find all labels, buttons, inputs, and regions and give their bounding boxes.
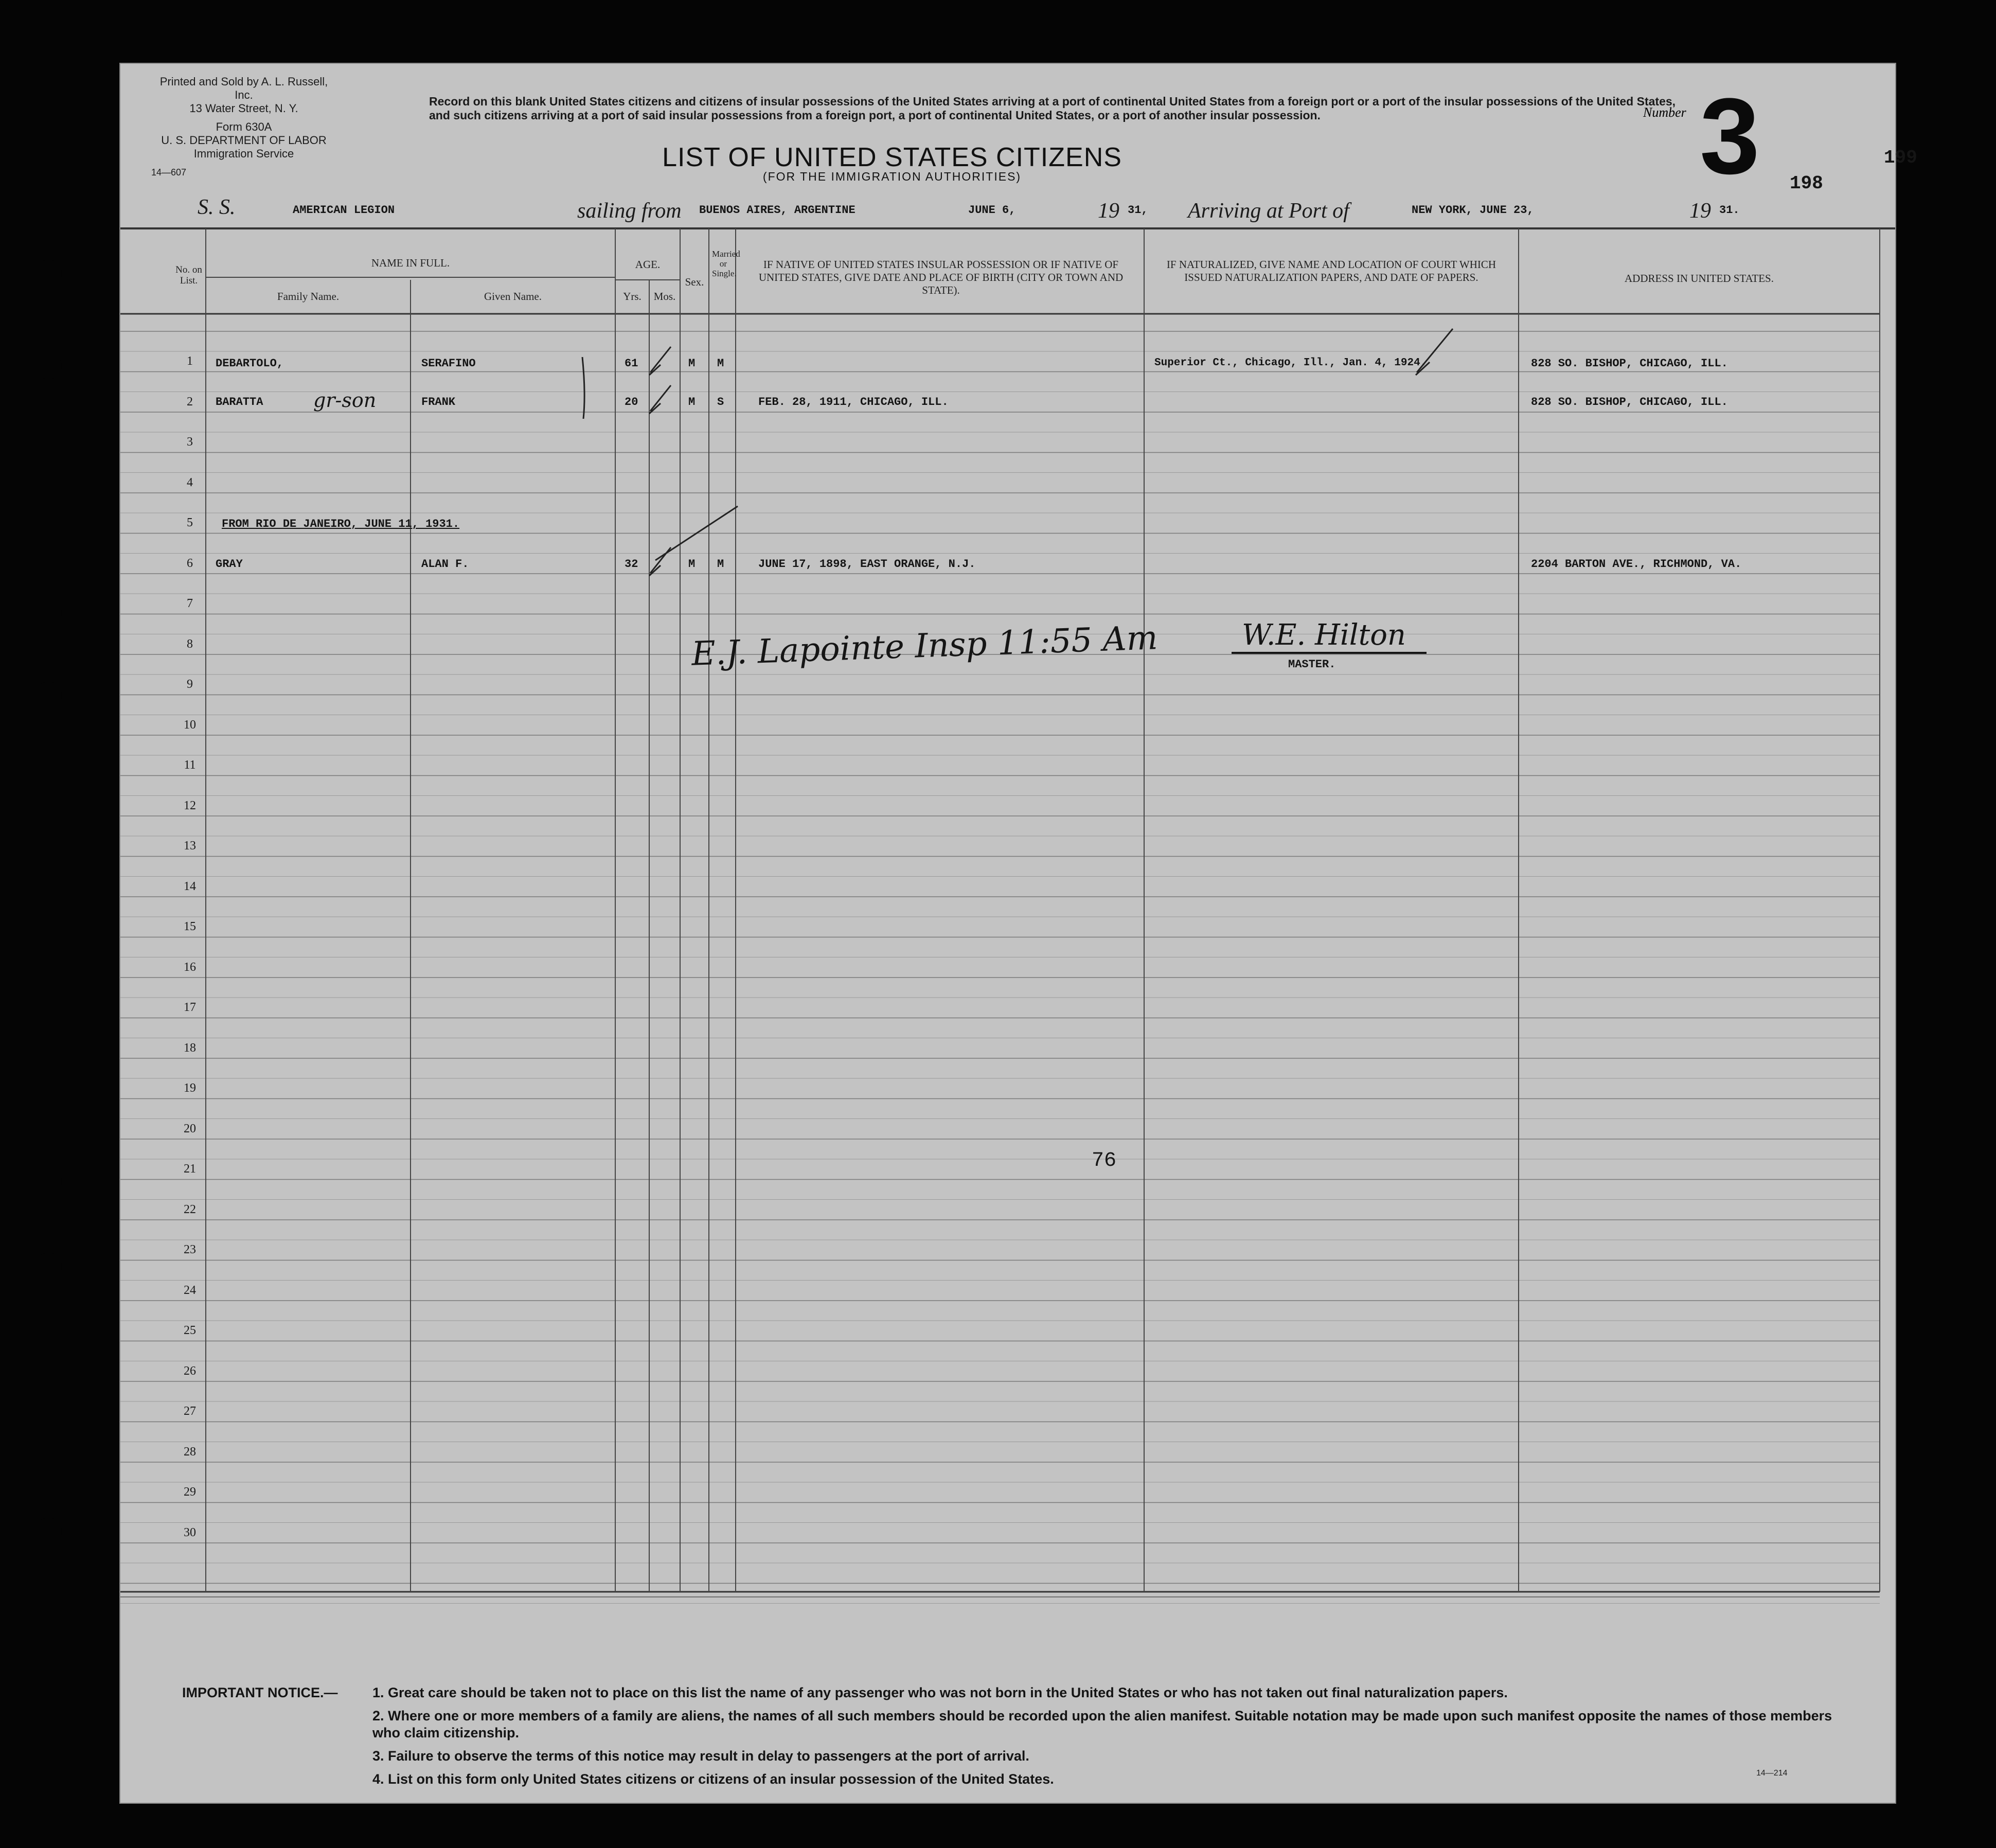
- notice-heading: IMPORTANT NOTICE.—: [182, 1685, 338, 1700]
- passenger-marital-status: M: [717, 558, 724, 571]
- department-name: U. S. DEPARTMENT OF LABOR: [161, 134, 327, 147]
- sheet-stamp-number: 199: [1884, 147, 1917, 168]
- passenger-marital-status: M: [717, 357, 724, 370]
- departure-year: 31,: [1128, 204, 1148, 217]
- passenger-age: 61: [625, 357, 638, 370]
- year-prefix: 19: [1689, 199, 1711, 223]
- row-number: 1: [187, 354, 193, 368]
- col-header-months: Mos.: [653, 290, 676, 303]
- col-header-family-name: Family Name.: [277, 290, 340, 303]
- col-header-age: AGE.: [635, 258, 661, 271]
- row-number: 30: [184, 1525, 196, 1539]
- punch-hole: [35, 599, 62, 626]
- preamble-text: Record on this blank United States citizens and citizens of insular possessions of the United States arriving at a port of continental United States from a foreign port or a port of the insular possessions of the United States, and such citizens arriving at a port of said insular possessions from a foreign port, a port of continental United States, or a port of another insular possession.: [429, 95, 1676, 122]
- footer-code: 14—214: [1756, 1769, 1788, 1778]
- notice-item: 1. Great care should be taken not to place on this list the name of any passenger who was not born in the United States or who has not taken out final naturalization papers.: [372, 1685, 1508, 1700]
- row-number: 19: [184, 1081, 196, 1095]
- notice-item: 4. List on this form only United States citizens or citizens of an insular possession of the United States.: [372, 1771, 1054, 1787]
- row-number: 27: [184, 1405, 196, 1418]
- passenger-birth: JUNE 17, 1898, EAST ORANGE, N.J.: [758, 558, 976, 571]
- ss-label: S. S.: [198, 196, 236, 219]
- passenger-marital-status: S: [717, 396, 724, 408]
- row-number: 15: [184, 920, 196, 933]
- row-number: 7: [187, 597, 193, 610]
- col-header-address: ADDRESS IN UNITED STATES.: [1625, 272, 1774, 285]
- row-number: 25: [184, 1324, 196, 1337]
- year-prefix: 19: [1098, 199, 1119, 223]
- number-label: Number: [1643, 105, 1686, 120]
- passenger-address: 828 SO. BISHOP, CHICAGO, ILL.: [1531, 396, 1728, 408]
- arrival-year: 31.: [1719, 204, 1740, 217]
- list-number: 3: [1700, 76, 1760, 197]
- row-number: 28: [184, 1445, 196, 1459]
- punch-hole: [35, 1168, 62, 1195]
- col-header-name: NAME IN FULL.: [371, 257, 450, 269]
- col-header-birthplace: IF NATIVE OF UNITED STATES INSULAR POSSESSION OR IF NATIVE OF UNITED STATES, GIVE DATE AND PLACE OF BIRTH (CITY OR TOWN AND STATE).: [758, 258, 1124, 296]
- row-number: 26: [184, 1364, 196, 1378]
- passenger-sex: M: [688, 558, 696, 571]
- passenger-given-name: SERAFINO: [421, 357, 476, 370]
- row-number: 17: [184, 1001, 196, 1014]
- col-header-number: No. on List.: [175, 264, 202, 286]
- master-signature: W.E. Hilton: [1232, 618, 1427, 654]
- passenger-birth: FEB. 28, 1911, CHICAGO, ILL.: [758, 396, 949, 408]
- col-header-given-name: Given Name.: [484, 290, 542, 303]
- passenger-family-name: GRAY: [216, 558, 243, 571]
- form-subtitle: (FOR THE IMMIGRATION AUTHORITIES): [762, 170, 1022, 183]
- printer-line: Printed and Sold by A. L. Russell, Inc.: [159, 75, 328, 101]
- service-name: Immigration Service: [193, 147, 294, 160]
- printer-code: 14—607: [151, 167, 187, 177]
- inspector-signature: E.J. Lapointe Insp 11:55 Am: [690, 619, 1159, 673]
- departure-date: JUNE 6,: [968, 204, 1016, 217]
- punch-hole: [35, 1518, 62, 1544]
- punch-hole: [35, 260, 62, 287]
- section-note: FROM RIO DE JANEIRO, JUNE 11, 1931.: [222, 518, 460, 530]
- row-number: 10: [184, 718, 196, 732]
- row-number: 24: [184, 1283, 196, 1297]
- check-marks: [120, 64, 1895, 1803]
- row-number: 29: [184, 1485, 196, 1499]
- passenger-address: 2204 BARTON AVE., RICHMOND, VA.: [1531, 558, 1742, 571]
- citizen-list-form: [119, 63, 1917, 1804]
- master-label: MASTER.: [1288, 658, 1336, 671]
- form-title: LIST OF UNITED STATES CITIZENS: [662, 143, 1122, 172]
- punch-hole: [35, 1253, 62, 1280]
- row-number: 13: [184, 839, 196, 852]
- punch-hole: [35, 682, 62, 708]
- arrival-port-date: NEW YORK, JUNE 23,: [1412, 204, 1534, 217]
- passenger-family-name: BARATTA: [216, 396, 263, 408]
- passenger-family-name: DEBARTOLO,: [216, 357, 284, 370]
- printer-address: 13 Water Street, N. Y.: [189, 102, 298, 115]
- form-number: Form 630A: [216, 120, 272, 133]
- col-header-naturalization: IF NATURALIZED, GIVE NAME AND LOCATION OF COURT WHICH ISSUED NATURALIZATION PAPERS, AND DATE OF PAPERS.: [1166, 258, 1496, 283]
- sailing-from-label: sailing from: [577, 199, 682, 223]
- row-number: 5: [187, 516, 193, 529]
- row-number: 20: [184, 1122, 196, 1135]
- notice-items: [372, 1684, 1854, 1788]
- row-number: 14: [184, 879, 196, 893]
- passenger-age: 32: [625, 558, 638, 571]
- col-header-sex: Sex.: [685, 276, 704, 288]
- passenger-naturalization: Superior Ct., Chicago, Ill., Jan. 4, 1924.: [1154, 357, 1427, 369]
- ship-name: AMERICAN LEGION: [293, 204, 395, 217]
- row-number: 21: [184, 1162, 196, 1176]
- row-number: 4: [187, 475, 193, 489]
- notice-item: 2. Where one or more members of a family are aliens, the names of all such members should be recorded upon the alien manifest. Suitable notation may be made upon such manifest opposite the names of those members who claim citizenship.: [372, 1708, 1832, 1740]
- departure-port: BUENOS AIRES, ARGENTINE: [699, 204, 856, 217]
- row-number: 16: [184, 960, 196, 974]
- row-number: 2: [187, 395, 193, 408]
- col-header-marital: Married or Single.: [712, 249, 740, 278]
- arriving-label: Arriving at Port of: [1188, 199, 1349, 223]
- passenger-given-name: ALAN F.: [421, 558, 469, 571]
- passenger-given-name: FRANK: [421, 396, 456, 408]
- notice-item: 3. Failure to observe the terms of this notice may result in delay to passengers at the port of arrival.: [372, 1748, 1029, 1764]
- row-number: 23: [184, 1243, 196, 1256]
- row-number: 11: [184, 758, 196, 772]
- passenger-address: 828 SO. BISHOP, CHICAGO, ILL.: [1531, 357, 1728, 370]
- row-number: 9: [187, 678, 193, 691]
- handwritten-relation-note: gr-son: [313, 389, 377, 412]
- passenger-age: 20: [625, 396, 638, 408]
- row-number: 8: [187, 637, 193, 651]
- sheet-stamp-number: 198: [1790, 173, 1823, 194]
- row-number: 12: [184, 798, 196, 812]
- row-number: 6: [187, 556, 193, 570]
- row-number: 3: [187, 435, 193, 449]
- punch-hole: [35, 352, 62, 379]
- col-header-years: Yrs.: [623, 290, 641, 303]
- page-stamp-76: 76: [1092, 1149, 1117, 1172]
- passenger-sex: M: [688, 357, 696, 370]
- row-number: 22: [184, 1202, 196, 1216]
- row-number: 18: [184, 1041, 196, 1055]
- passenger-sex: M: [688, 396, 696, 408]
